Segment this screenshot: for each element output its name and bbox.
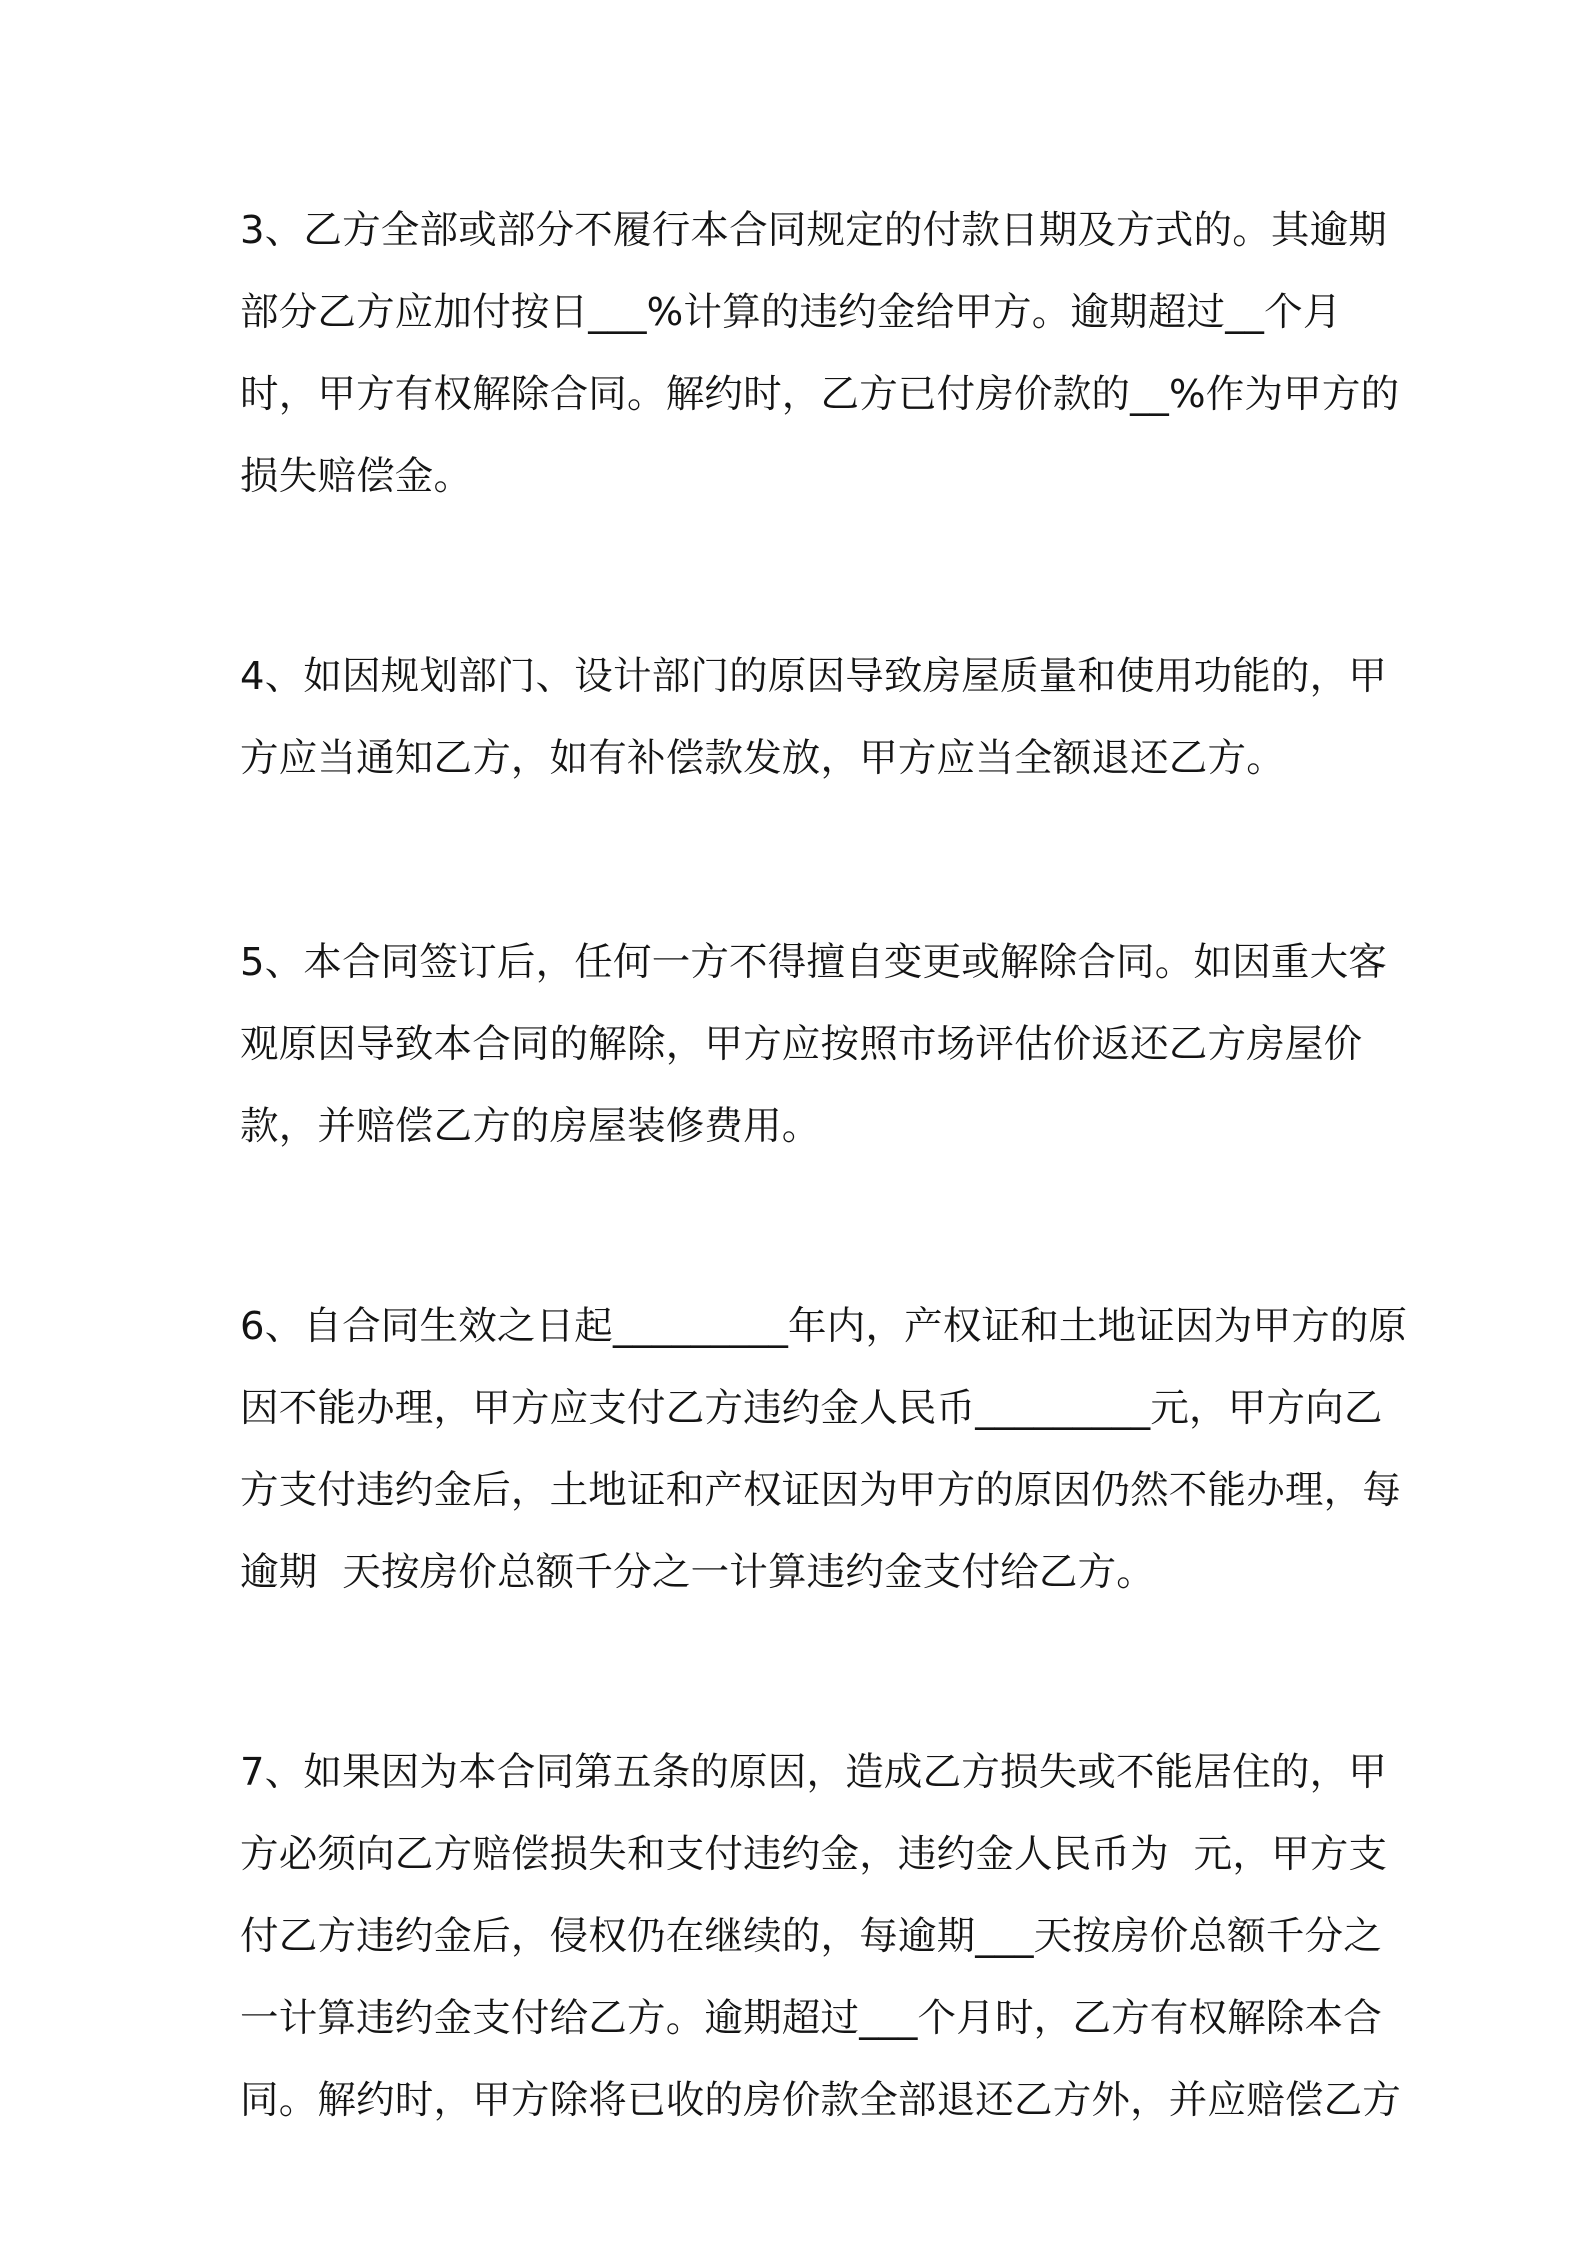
- clause-line: 同。解约时，甲方除将已收的房价款全部退还乙方外，并应赔偿乙方: [240, 2078, 1402, 2123]
- clause-line: 7、如果因为本合同第五条的原因，造成乙方损失或不能居住的，甲: [240, 1750, 1387, 1795]
- clause-line: 付乙方违约金后，侵权仍在继续的，每逾期___天按房价总额千分之: [240, 1914, 1382, 1959]
- clause-line: 逾期 天按房价总额千分之一计算违约金支付给乙方。: [240, 1550, 1155, 1595]
- clause-line: 部分乙方应加付按日___%计算的违约金给甲方。逾期超过__个月: [240, 290, 1342, 335]
- clause-line: 损失赔偿金。: [240, 454, 473, 499]
- document-body: [240, 190, 1408, 2260]
- clause-5: [240, 922, 1387, 1168]
- clause-line: 4、如因规划部门、设计部门的原因导致房屋质量和使用功能的，甲: [240, 654, 1387, 699]
- clause-4: [240, 636, 1387, 800]
- clause-7: [240, 1732, 1402, 2142]
- clause-line: 3、乙方全部或部分不履行本合同规定的付款日期及方式的。其逾期: [240, 208, 1387, 253]
- clause-line: 款，并赔偿乙方的房屋装修费用。: [240, 1104, 821, 1149]
- clause-line: 观原因导致本合同的解除，甲方应按照市场评估价返还乙方房屋价: [240, 1022, 1363, 1067]
- clause-line: 方支付违约金后，土地证和产权证因为甲方的原因仍然不能办理，每: [240, 1468, 1402, 1513]
- clause-line: 方应当通知乙方，如有补偿款发放，甲方应当全额退还乙方。: [240, 736, 1285, 781]
- clause-line: 时，甲方有权解除合同。解约时，乙方已付房价款的__%作为甲方的: [240, 372, 1400, 417]
- clause-3: [240, 190, 1400, 518]
- clause-line: 方必须向乙方赔偿损失和支付违约金，违约金人民币为 元，甲方支: [240, 1832, 1388, 1877]
- clause-6: [240, 1286, 1408, 1614]
- clause-line: 一计算违约金支付给乙方。逾期超过___个月时，乙方有权解除本合: [240, 1996, 1382, 2041]
- clause-line: 因不能办理，甲方应支付乙方违约金人民币_________元，甲方向乙: [240, 1386, 1383, 1431]
- clause-line: 5、本合同签订后，任何一方不得擅自变更或解除合同。如因重大客: [240, 940, 1387, 985]
- clause-line: 6、自合同生效之日起_________年内，产权证和土地证因为甲方的原: [240, 1304, 1408, 1349]
